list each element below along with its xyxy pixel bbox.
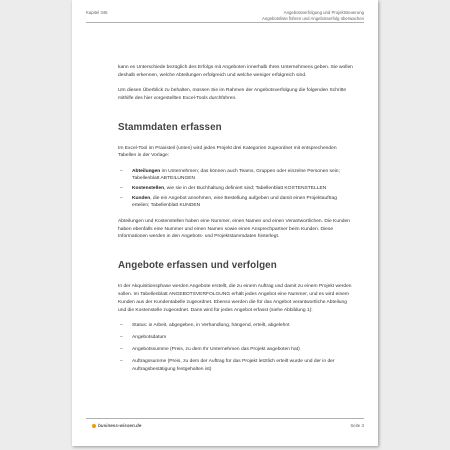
brand-name: business-wissen.de <box>98 423 142 428</box>
list-item <box>118 185 354 193</box>
list-item-text: , die ein Angebot annehmen, eine Bestellung aufgeben und damit einen Projektauftrag erteilen; Tabellenblatt KUNDEN <box>132 195 337 209</box>
list-item: – Angebotssumme (Preis, zu dem Ihr Unternehmen das Projekt angeboten hat) <box>118 346 354 354</box>
header-title-line1: Angebotsverfolgung und Projektsteuerung <box>283 10 364 15</box>
list-item-text: im Unternehmen; das können auch Teams, Gruppen oder einzelne Personen sein; Tabellenblatt ABTEILUNGEN <box>132 168 340 182</box>
intro-paragraph-1: kann es Unterschiede bezüglich des Erfolgs mit Angeboten innerhalb Ihres Unternehmens geben. Sie wollen deshalb erkennen, welche Abteilungen erfolgreich und welche weniger erfolgreich sind. <box>118 65 353 78</box>
list-item-text: , wie sie in der Buchhaltung definiert sind; Tabellenblatt KOSTENSTELLEN <box>164 185 327 191</box>
page-number: Seite 3 <box>350 423 364 428</box>
list-item <box>118 168 354 183</box>
list-item <box>118 195 354 210</box>
list-item-bold: Abteilungen <box>132 168 161 174</box>
category-list <box>118 168 354 210</box>
header-title <box>262 10 364 22</box>
list-item-bold: Kostenstellen <box>132 185 165 191</box>
section-heading-stammdaten: Stammdaten erfassen <box>118 121 222 133</box>
section1-paragraph-1: Im Excel-Tool im Praxisteil (unten) wird jedes Projekt drei Kategorien zugeordnet mit entsprechenden Tabellen in der Vorlage: <box>118 145 337 159</box>
header-title-line2: Angebotsliste führen und Angebotserfolg überwachen <box>261 15 364 21</box>
brand-logo <box>92 423 141 428</box>
list-item: – Auftragssumme (Preis, zu dem der Auftrag für das Projekt letztlich erteilt wurde und der in der Auftragsbestätigung festgehalten ist) <box>118 358 354 373</box>
document-page <box>72 0 378 446</box>
chapter-label: Kapitel 346 <box>86 10 108 15</box>
list-item-bold: Kunden <box>132 195 151 201</box>
page-header <box>86 8 364 23</box>
list-item: – Angebotsdatum <box>118 334 354 342</box>
page-footer <box>86 418 364 428</box>
section2-paragraph-1: In der Akquisitionsphase werden Angebote erstellt, die zu einem Auftrag und damit zu einem Projekt werden sollen. Im Tabellenblatt ANGEBOTSVERFOLGUNG erhält jedes Angebot eine Nummer, und es wird einem Kunden aus der Kundentabelle zugeordnet. Ebenso werden die für das Angebot verantwortliche Abteilung und die Kostenstelle zugeordnet. Dann wird für jedes Angebot erfasst (siehe Abbildung 1): <box>118 284 352 313</box>
page-content <box>118 64 354 381</box>
section1-paragraph-2: Abteilungen und Kostenstellen haben eine Nummer, einen Namen und einen Verantwortlichen. Die Kunden haben ebenfalls eine Nummer und einen Namen sowie einen Ansprechpartner beim Kunden. Diese Informationen werden in den Angebots- und Projektstammdaten hinterlegt. <box>118 218 350 240</box>
section-heading-angebote: Angebote erfassen und verfolgen <box>118 260 277 272</box>
offer-fields-list <box>118 322 354 373</box>
list-item: – Status: in Arbeit, abgegeben, in Verhandlung, hängend, erteilt, abgelehnt <box>118 322 354 330</box>
brand-dot-icon <box>92 424 96 428</box>
intro-paragraph-2: Um diesen Überblick zu behalten, müssen Sie im Rahmen der Angebotsverfolgung die folgenden Schritte mithilfe des hier vorgestellten Excel-Tools durchführen. <box>118 88 347 101</box>
